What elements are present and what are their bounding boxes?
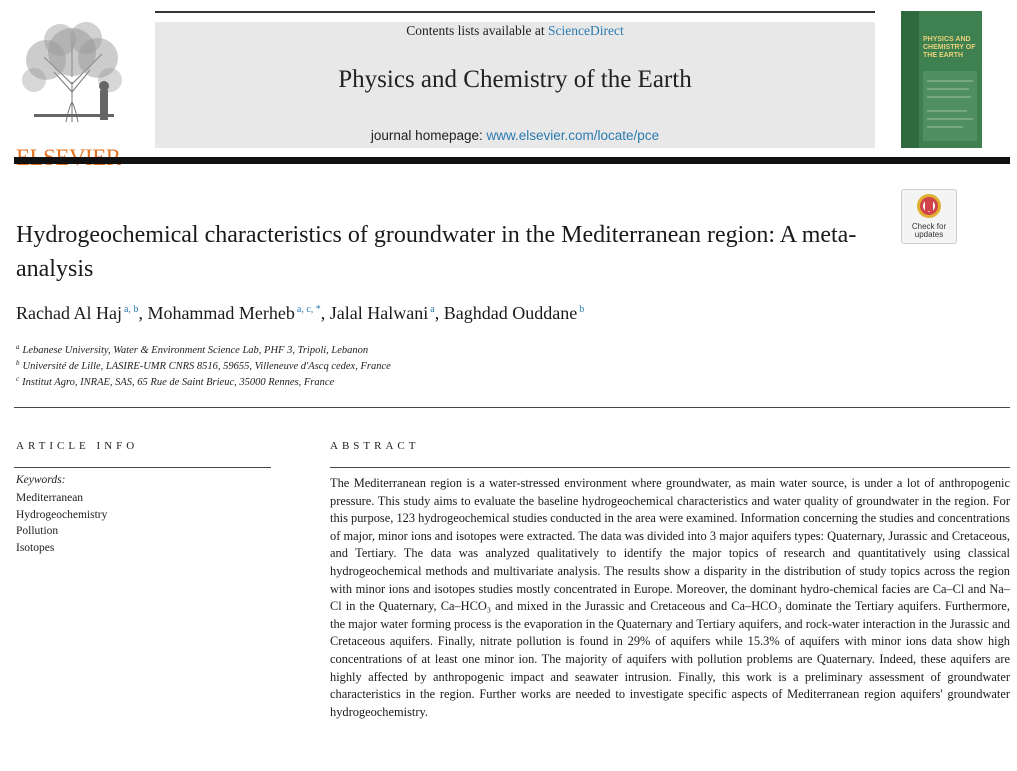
abstract-text: The Mediterranean region is a water-stressed environment where groundwater, as main water source, is under a lot of anthropogenic pressure. This study aims to evaluate the baseline hydrogeochemical characteristics and water quality of groundwater in the region. For this purpose, 123 hydrogeochemical studies conducted in the area were examined. Information concerning the studies and concentrations of major, minor ions and isotopes were extracted. The data was divided into 3 major aquifers types: Quaternary, Jurassic and Cretaceous, and Tertiary. The data was analyzed qualitatively to identify the major topics of research and quantitatively using classical hydrogeochemical methods and multivariate analysis. The results show a disparity in the distribution of study topics across the region with minor ions and isotopes studies mostly concentrated in Europe. Moreover, the dominant hydro-chemical facies are Ca–Cl and Na–Cl in the Quaternary, Ca–HCO₃ and mixed in the Jurassic and Cretaceous and Ca–HCO₃ dominate the Tertiary aquifers. Furthermore, the major water forming process is the evaporation in the Quaternary and Tertiary aquifers, and rock-water interaction in the Jurassic and Cretaceous aquifers. Finally, nitrate pollution is found in 29% of aquifers while 15.3% of aquifers with minor ions data show high concentrations of at least one minor ion. The majority of aquifers with pollution problems are Quaternary. Indeed, these aquifers are highly affected by anthropogenic impact and seawater intrusion. Finally, this work is a preliminary assessment of groundwater characteristics in the region. Further works are needed to investigate specific aspects of Mediterranean region aquifers' groundwater hydrogeochemistry. xyxy=(330,476,1010,719)
contents-line xyxy=(155,23,875,39)
homepage-line xyxy=(155,128,875,143)
keyword-item: Isotopes xyxy=(16,541,55,554)
sciencedirect-link[interactable]: ScienceDirect xyxy=(548,23,624,38)
affiliation-b xyxy=(16,359,916,372)
affiliation-text: Institut Agro, INRAE, SAS, 65 Rue de Saint Brieuc, 35000 Rennes, France xyxy=(22,377,335,388)
author-affil-marks[interactable]: b xyxy=(579,304,585,315)
check-updates-label: Check for updates xyxy=(911,222,947,239)
cover-art-icon xyxy=(901,11,982,148)
elsevier-tree-icon xyxy=(14,22,130,126)
author-name[interactable]: Baghdad Ouddane xyxy=(443,303,578,323)
journal-homepage-link[interactable]: www.elsevier.com/locate/pce xyxy=(486,128,660,143)
author-affil-marks[interactable]: a xyxy=(430,304,435,315)
keyword-list xyxy=(16,490,107,556)
homepage-prefix: journal homepage: xyxy=(370,128,487,143)
affiliation-text: Lebanese University, Water & Environment Science Lab, PHF 3, Tripoli, Lebanon xyxy=(22,345,369,356)
affiliation-mark: c xyxy=(16,375,20,383)
affiliation-a xyxy=(16,343,916,356)
keywords-label: Keywords: xyxy=(16,474,66,486)
contents-prefix: Contents lists available at xyxy=(406,23,548,38)
author-name[interactable]: Rachad Al Haj xyxy=(16,303,122,323)
abstract-rule xyxy=(330,467,1010,468)
keyword-item: Hydrogeochemistry xyxy=(16,508,108,521)
elsevier-logo[interactable] xyxy=(14,22,130,150)
author-affil-marks[interactable]: a, b xyxy=(123,304,139,315)
journal-title: Physics and Chemistry of the Earth xyxy=(338,66,692,93)
header-rule xyxy=(14,157,1010,164)
article-info-heading: ARTICLE INFO xyxy=(16,440,139,452)
keyword-item: Mediterranean xyxy=(16,492,84,504)
author-name[interactable]: Jalal Halwani xyxy=(329,303,429,323)
header-top-rule xyxy=(155,11,875,13)
check-for-updates-button[interactable] xyxy=(901,189,957,244)
article-title: Hydrogeochemical characteristics of groundwater in the Mediterranean region: A meta-analysis xyxy=(16,222,857,282)
affiliation-text: Université de Lille, LASIRE-UMR CNRS 8516, 59655, Villeneuve d'Ascq cedex, France xyxy=(22,361,391,372)
affiliation-mark: b xyxy=(16,359,20,367)
author-affil-marks[interactable]: a, c, * xyxy=(296,304,321,315)
author-name[interactable]: Mohammad Merheb xyxy=(147,303,295,323)
journal-cover-thumbnail[interactable] xyxy=(901,11,982,148)
check-updates-icon xyxy=(916,193,942,221)
affiliation-c xyxy=(16,375,916,388)
keyword-item: Pollution xyxy=(16,525,59,537)
journal-header-box xyxy=(155,22,875,148)
article-info-rule xyxy=(14,467,271,468)
abstract-heading: ABSTRACT xyxy=(330,440,420,452)
author-list: Rachad Al Haj $^{a, b}$, Mohammad Merheb $^{a, c, *}$, Jalal Halwani $^a$, Baghdad Ouddane $^b$ xyxy=(16,303,585,323)
affiliation-mark: a xyxy=(16,343,20,351)
section-divider xyxy=(14,407,1010,408)
cover-title: PHYSICS AND CHEMISTRY OF THE EARTH xyxy=(923,36,976,59)
